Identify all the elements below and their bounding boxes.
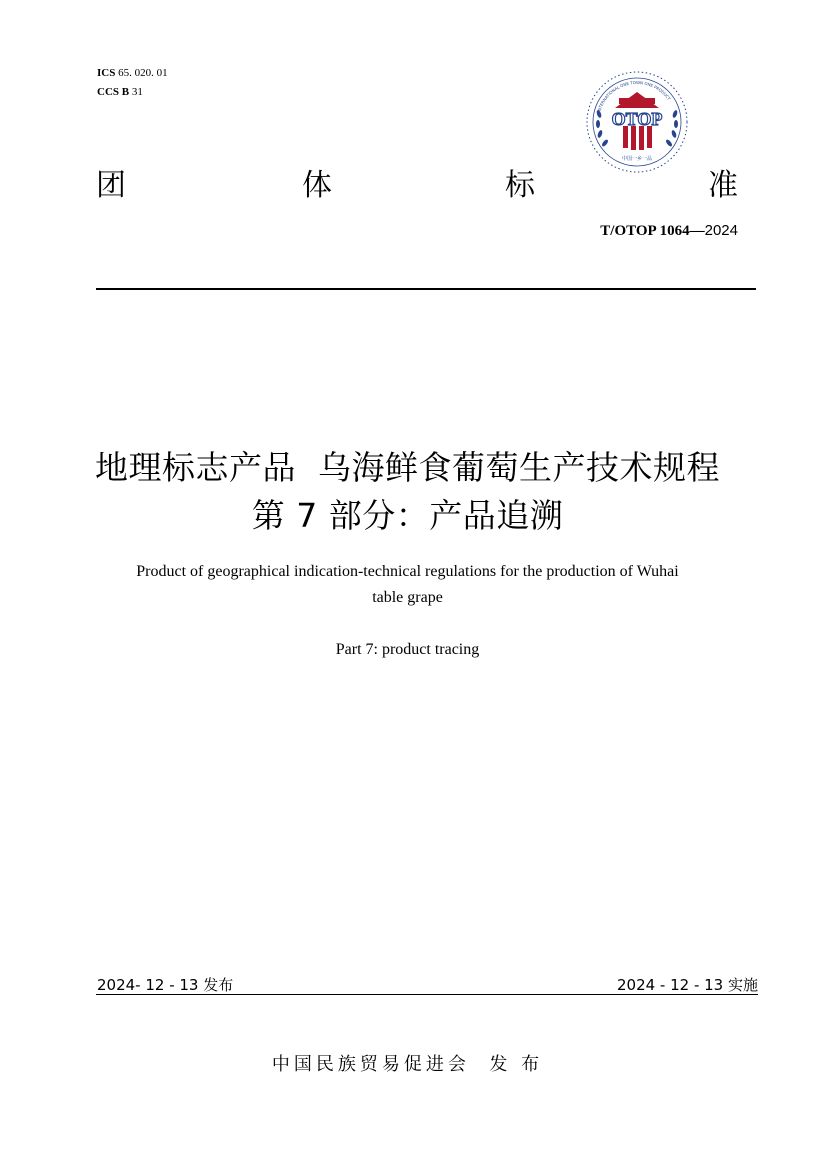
top-divider [96, 288, 756, 290]
standard-type-char-3: 标 [505, 168, 535, 203]
english-title-line-1: Product of geographical indication-technical regulations for the production of Wuhai [136, 563, 679, 580]
english-part-title: Part 7: product tracing [335, 641, 480, 658]
ccs-code: CCS B 31 [97, 86, 143, 98]
title-line-1: 地理标志产品 乌海鲜食葡萄生产技术规程 [95, 448, 720, 487]
standard-type-char-2: 体 [302, 168, 332, 203]
publisher: 中国民族贸易促进会 发 布 [271, 1054, 544, 1075]
bottom-divider [96, 994, 758, 995]
standard-number: T/OTOP 1064—2024 [600, 222, 738, 239]
standard-type-char-4: 准 [708, 168, 738, 203]
svg-text:中国一乡一品: 中国一乡一品 [621, 156, 653, 162]
ics-code: ICS 65. 020. 01 [97, 67, 168, 79]
standard-type-char-1: 团 [96, 168, 126, 203]
otop-logo [585, 70, 689, 174]
implementation-date: 2024 - 12 - 13 实施 [616, 976, 758, 994]
svg-text:OTOP: OTOP [611, 109, 663, 129]
english-title-line-2: table grape [372, 589, 443, 606]
title-line-2: 第 7 部分：产品追溯 [251, 496, 564, 535]
classification-codes [97, 64, 168, 102]
issue-date: 2024- 12 - 13 发布 [97, 976, 234, 994]
svg-text:INTERNATIONAL ONE TOWN ONE PRO: INTERNATIONAL ONE TOWN ONE PRODUCT [596, 79, 672, 113]
